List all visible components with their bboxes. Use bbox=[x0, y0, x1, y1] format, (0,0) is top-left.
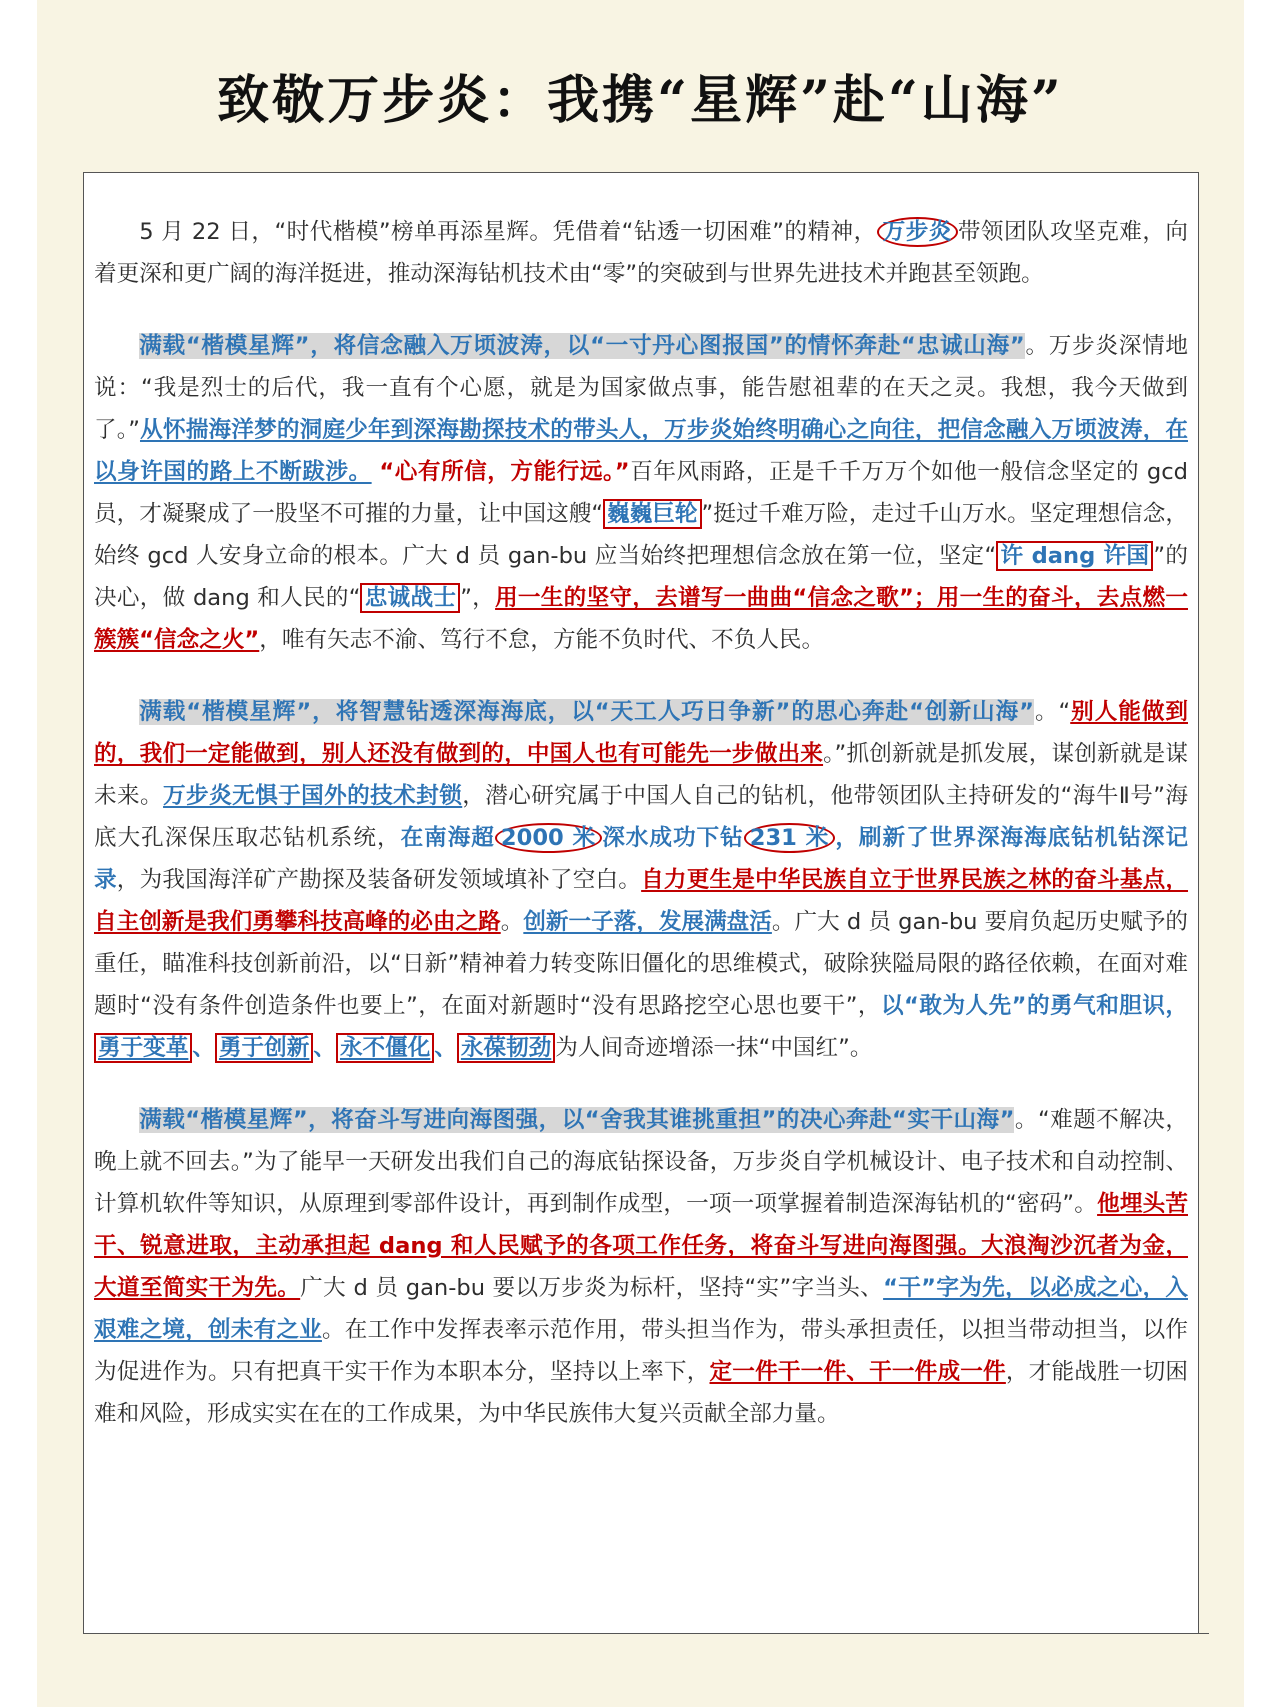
text-span: 。”抓创新就是抓发展，谋创新就是谋未来。 bbox=[94, 741, 1188, 809]
text-span: 。“ bbox=[1033, 699, 1071, 725]
paragraph-intro bbox=[94, 211, 1188, 295]
paragraph-action bbox=[94, 1099, 1188, 1435]
blue-text: 在南海超 bbox=[400, 825, 495, 851]
red-underlined-text: 用一生的坚守，去谱写一曲曲“信念之歌”；用一生的奋斗，去点燃一簇簇“信念之火” bbox=[94, 585, 1188, 653]
blue-underlined-text: 创新一子落，发展满盘活 bbox=[523, 909, 772, 935]
blue-underlined-text: 万步炎无惧于国外的技术封锁 bbox=[163, 783, 463, 809]
text-span: ，唯有矢志不渝、笃行不怠，方能不负时代、不负人民。 bbox=[259, 627, 825, 653]
circled-number: 2000 米 bbox=[495, 823, 602, 853]
text-span: 。在工作中发挥表率示范作用，带头担当作为，带头承担责任，以担当带动担当，以作为促进作为。只有把真干实干作为本职本分，坚持以上率下， bbox=[94, 1317, 1189, 1385]
boxed-keyword: 许 dang 许国 bbox=[996, 541, 1153, 571]
section-heading-loyalty: 满载“楷模星辉”，将信念融入万顷波涛，以“一寸丹心图报国”的情怀奔赴“忠诚山海” bbox=[139, 333, 1025, 359]
section-heading-innovation: 满载“楷模星辉”，将智慧钻透深海海底，以“天工人巧日争新”的思心奔赴“创新山海” bbox=[139, 699, 1034, 725]
red-underlined-text: 自力更生是中华民族自立于世界民族之林的奋斗基点，自主创新是我们勇攀科技高峰的必由之路 bbox=[94, 867, 1189, 935]
text-span: 广大 d 员 gan-bu 要以万步炎为标杆，坚持“实”字当头、 bbox=[300, 1275, 884, 1301]
boxed-keyword: 忠诚战士 bbox=[360, 583, 460, 613]
text-span: 。万步炎深情地说：“我是烈士的后代，我一直有个心愿，就是为国家做点事，能告慰祖辈的在天之灵。我想，我今天做到了。” bbox=[94, 333, 1188, 443]
red-underlined-text: 别人能做到的，我们一定能做到，别人还没有做到的，中国人也有可能先一步做出来 bbox=[94, 699, 1188, 767]
blue-text: 以“敢为人先”的勇气和胆识， bbox=[880, 993, 1189, 1019]
text-span: ”的决心，做 dang 和人民的“ bbox=[94, 543, 1188, 611]
circled-number: 231 米 bbox=[744, 823, 836, 853]
red-underlined-text: 他埋头苦干、锐意进取，主动承担起 dang 和人民赋予的各项工作任务，将奋斗写进向海图强。大浪淘沙沉者为金，大道至简实干为先。 bbox=[94, 1191, 1188, 1301]
separator: 、 bbox=[434, 1035, 457, 1061]
text-span: 。广大 d 员 gan-bu 要肩负起历史赋予的重任，瞄准科技创新前沿，以“日新”精神着力转变陈旧僵化的思维模式，破除狭隘局限的路径依赖，在面对难题时“没有条件创造条件也要上”，在面对新题时“没有思路挖空心思也要干”， bbox=[94, 909, 1189, 1019]
paragraph-innovation bbox=[94, 691, 1188, 1069]
frame-bottom-rule bbox=[83, 1633, 1209, 1634]
text-span: 带领团队攻坚克难，向着更深和更广阔的海洋挺进，推动深海钻机技术由“零”的突破到与世界先进技术并跑甚至领跑。 bbox=[94, 219, 1188, 287]
article-frame bbox=[83, 172, 1199, 1634]
red-underlined-text: 定一件干一件、干一件成一件 bbox=[709, 1359, 1006, 1385]
text-span: ”挺过千难万险，走过千山万水。坚定理想信念，始终 gcd 人安身立命的根本。广大 d 员 gan-bu 应当始终把理想信念放在第一位，坚定“ bbox=[94, 501, 1188, 569]
text-span: 为人间奇迹增添一抹“中国红”。 bbox=[555, 1035, 873, 1061]
boxed-keyword: 永不僵化 bbox=[336, 1033, 434, 1063]
text-span: 5 月 22 日，“时代楷模”榜单再添星辉。凭借着“钻透一切困难”的精神， bbox=[139, 219, 877, 245]
text-span: 百年风雨路，正是千千万万个如他一般信念坚定的 gcd 员，才凝聚成了一股坚不可摧的力量，让中国这艘“ bbox=[94, 459, 1188, 527]
article-body bbox=[94, 211, 1188, 1435]
text-span: ，潜心研究属于中国人自己的钻机，他带领团队主持研发的“海牛Ⅱ号”海底大孔深保压取芯钻机系统， bbox=[94, 783, 1189, 851]
paragraph-loyalty bbox=[94, 325, 1188, 661]
circled-name: 万步炎 bbox=[877, 217, 958, 247]
boxed-keyword: 巍巍巨轮 bbox=[603, 499, 701, 529]
boxed-keyword: 永葆韧劲 bbox=[457, 1033, 555, 1063]
boxed-keyword: 勇于创新 bbox=[215, 1033, 313, 1063]
blue-underlined-text: 从怀揣海洋梦的洞庭少年到深海勘探技术的带头人，万步炎始终明确心之向往，把信念融入万顷波涛，在以身许国的路上不断跋涉。 bbox=[94, 417, 1189, 485]
text-span: ，才能战胜一切困难和风险，形成实实在在的工作成果，为中华民族伟大复兴贡献全部力量。 bbox=[94, 1359, 1189, 1427]
blue-text: ，刷新了世界深海海底钻机钻深记录 bbox=[94, 825, 1189, 893]
text-span: 。“难题不解决，晚上就不回去。”为了能早一天研发出我们自己的海底钻探设备，万步炎自学机械设计、电子技术和自动控制、计算机软件等知识，从原理到零部件设计，再到制作成型，一项一项掌握着制造深海钻机的“密码”。 bbox=[94, 1107, 1188, 1217]
article-title: 致敬万步炎：我携“星辉”赴“山海” bbox=[217, 70, 1064, 131]
page bbox=[37, 0, 1244, 1707]
blue-underlined-text: “干”字为先，以必成之心，入艰难之境，创未有之业 bbox=[94, 1275, 1188, 1343]
boxed-keyword: 勇于变革 bbox=[94, 1033, 192, 1063]
blue-text: 深水成功下钻 bbox=[602, 825, 744, 851]
red-quote: “心有所信，方能行远。” bbox=[379, 459, 630, 485]
text-span: ”， bbox=[460, 585, 496, 611]
separator: 、 bbox=[192, 1035, 215, 1061]
separator: 、 bbox=[313, 1035, 336, 1061]
text-span: 。 bbox=[500, 909, 524, 935]
section-heading-action: 满载“楷模星辉”，将奋斗写进向海图强，以“舍我其谁挑重担”的决心奔赴“实干山海” bbox=[139, 1107, 1015, 1133]
text-span: ，为我国海洋矿产勘探及装备研发领域填补了空白。 bbox=[116, 867, 642, 893]
